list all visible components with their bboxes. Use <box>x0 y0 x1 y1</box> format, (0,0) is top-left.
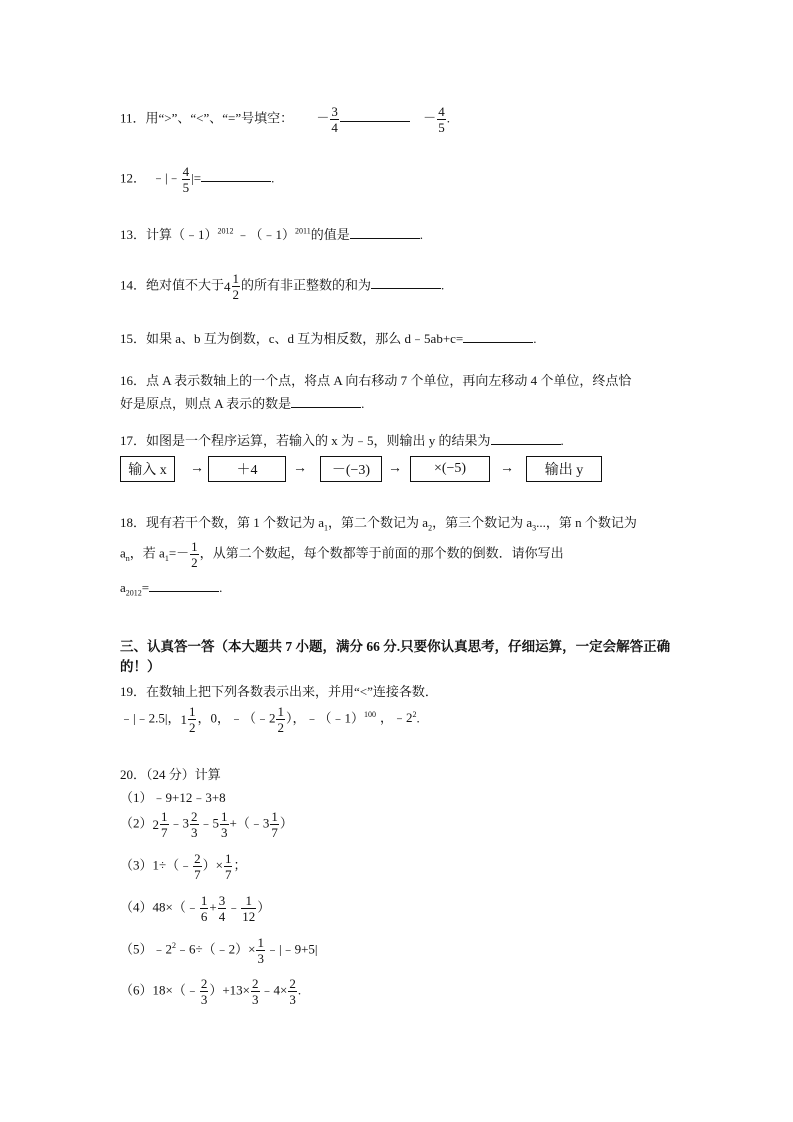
flow-arrow: → <box>500 461 514 476</box>
question-text: 用“>”、“<”、“=”号填空： <box>145 110 294 126</box>
question-number: 12． <box>120 170 147 186</box>
question-12: 12． ﹣|﹣ $\frac{4}{5}$ |= . <box>120 164 275 195</box>
fraction: $\frac{4}{5}$ <box>438 104 445 135</box>
flow-box-add: ＋4 <box>208 456 286 482</box>
answer-blank[interactable] <box>340 111 410 122</box>
flow-box-input: 输入 x <box>120 456 175 482</box>
answer-blank[interactable] <box>350 228 420 239</box>
question-16: 16．点 A 表示数轴上的一个点，将点 A 向右移动 7 个单位，再向左移动 4 个单位，终点恰 好是原点，则点 A 表示的数是 . <box>120 373 632 411</box>
flow-arrow: → <box>293 461 307 476</box>
flow-arrow: → <box>190 461 204 476</box>
question-number: 17． <box>120 433 147 448</box>
answer-blank[interactable] <box>491 434 561 445</box>
question-number: 18． <box>120 515 147 530</box>
mixed-number: 4 $\frac{1}{2}$ <box>224 271 240 302</box>
question-18-line3: $a_{2012}=$ . <box>120 580 223 598</box>
answer-blank[interactable] <box>201 171 271 182</box>
question-18-line2: $a_n$，若 $a_1=-$ $\frac{1}{2}$ ，从第二个数起，每个数都等于前面的那个数的倒数．请你写出 <box>120 539 564 570</box>
q20-part-3: （3）1÷（﹣ $\frac{2}{7}$ ）× $\frac{1}{7}$ ； <box>120 851 247 882</box>
q20-part-5: $(5)﹣2^2﹣6\div(﹣2)\times$ $\frac{1}{3}$ ﹣|﹣9+5| <box>120 935 318 966</box>
q20-part-4: （4）48×（﹣ $\frac{1}{6}$ + $\frac{3}{4}$ ﹣ $\frac{1}{12}$ ） <box>120 893 271 924</box>
question-18: 18．现有若干个数，第 1 个数记为 $a_1$，第二个数记为 $a_2$，第三个数记为 $a_3$...，第 n 个数记为 <box>120 515 637 533</box>
flow-arrow: → <box>388 461 402 476</box>
fraction: $\frac{3}{4}$ <box>331 104 338 135</box>
question-13: 13．计算（﹣1）$^{2012}$ ﹣（﹣1）$^{2011}$的值是 . <box>120 226 424 242</box>
question-19-numbers: ﹣|﹣2.5|， 1 $\frac{1}{2}$ ，0，﹣（﹣2 $\frac{1}{2}$ ），﹣（﹣1）$^{100}$ ，$﹣2^2$. <box>120 704 420 735</box>
flow-box-multiply: ×(−5) <box>410 456 490 482</box>
flow-box-subtract: －(−3) <box>320 456 382 482</box>
question-14: 14．绝对值不大于 4 $\frac{1}{2}$ 的所有非正整数的和为 . <box>120 271 445 302</box>
question-number: 15． <box>120 331 147 346</box>
q20-part-2: （2） 2 $\frac{1}{7}$ ﹣3 $\frac{2}{3}$ ﹣5 $\frac{1}{3}$ +（﹣3 $\frac{1}{7}$ ） <box>120 809 293 840</box>
question-number: 11． <box>120 110 146 126</box>
question-19: 19．在数轴上把下列各数表示出来，并用“<”连接各数． <box>120 684 438 699</box>
q20-part-1: （1）﹣9+12﹣3+8 <box>120 790 226 805</box>
answer-blank[interactable] <box>371 278 441 289</box>
question-number: 19． <box>120 684 147 699</box>
question-number: 16． <box>120 373 147 388</box>
answer-blank[interactable] <box>149 581 219 592</box>
section-heading: 三、认真答一答（本大题共 7 小题，满分 66 分.只要你认真思考，仔细运算，一定会解答正确的！） <box>120 639 671 674</box>
answer-blank[interactable] <box>463 332 533 343</box>
question-number: 14． <box>120 277 147 293</box>
fraction: $\frac{4}{5}$ <box>182 164 190 195</box>
question-number: 20． <box>120 767 147 782</box>
answer-blank[interactable] <box>291 397 361 408</box>
question-17: 17．如图是一个程序运算，若输入的 x 为﹣5，则输出 y 的结果为 . <box>120 433 564 448</box>
question-11: 11．用“>”、“<”、“=”号填空： － $\frac{3}{4}$ － $\frac{4}{5}$ . <box>120 104 450 135</box>
question-number: 13． <box>120 227 147 242</box>
question-20: 20．（24 分）计算 <box>120 767 221 782</box>
question-15: 15．如果 a、b 互为倒数，c、d 互为相反数，那么 d﹣5ab+c= . <box>120 331 537 346</box>
q20-part-6: （6）18×（﹣ $\frac{2}{3}$ ）+13× $\frac{2}{3}$ ﹣4× $\frac{2}{3}$ . <box>120 976 302 1007</box>
fraction: $\frac{1}{2}$ <box>191 539 198 570</box>
flow-box-output: 输出 y <box>526 456 602 482</box>
